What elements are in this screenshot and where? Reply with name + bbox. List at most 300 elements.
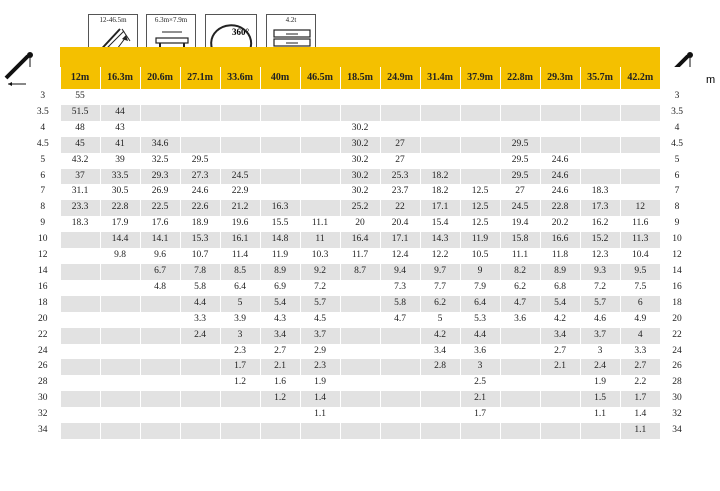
boom-length-header: 29.3m — [540, 67, 580, 89]
table-row — [26, 137, 694, 153]
load-value-cell: 6.4 — [460, 296, 500, 312]
boom-range-label: 12-46.5m — [99, 16, 127, 24]
load-chart-table — [26, 67, 694, 439]
load-value-cell: 7.5 — [620, 280, 660, 296]
load-value-cell: 18.2 — [420, 169, 460, 185]
load-value-cell: 16.4 — [340, 232, 380, 248]
load-value-cell — [500, 375, 540, 391]
load-value-cell: 17.6 — [140, 216, 180, 232]
radius-label-right: 7 — [660, 184, 694, 200]
load-value-cell — [340, 280, 380, 296]
load-value-cell: 3.4 — [420, 344, 460, 360]
radius-label-left: 18 — [26, 296, 60, 312]
load-value-cell: 22 — [380, 200, 420, 216]
boom-length-header: 18.5m — [340, 67, 380, 89]
load-value-cell — [300, 105, 340, 121]
load-value-cell — [60, 264, 100, 280]
load-value-cell: 2.7 — [260, 344, 300, 360]
load-value-cell — [300, 153, 340, 169]
load-value-cell — [260, 89, 300, 105]
load-value-cell — [500, 89, 540, 105]
load-value-cell — [340, 89, 380, 105]
load-value-cell: 7.2 — [300, 280, 340, 296]
load-value-cell: 11.1 — [500, 248, 540, 264]
load-value-cell: 2.7 — [540, 344, 580, 360]
load-value-cell — [180, 359, 220, 375]
table-row — [26, 280, 694, 296]
load-value-cell: 3 — [220, 328, 260, 344]
load-value-cell: 3.9 — [220, 312, 260, 328]
load-value-cell: 5.4 — [260, 296, 300, 312]
load-value-cell — [380, 105, 420, 121]
load-value-cell: 10.3 — [300, 248, 340, 264]
load-value-cell: 1.1 — [300, 407, 340, 423]
load-value-cell — [60, 391, 100, 407]
load-value-cell — [300, 423, 340, 439]
load-value-cell: 11.9 — [460, 232, 500, 248]
load-value-cell — [180, 89, 220, 105]
load-value-cell: 5.4 — [540, 296, 580, 312]
radius-label-left: 12 — [26, 248, 60, 264]
load-value-cell: 17.3 — [580, 200, 620, 216]
load-value-cell — [60, 280, 100, 296]
load-value-cell: 11 — [300, 232, 340, 248]
load-value-cell: 14.3 — [420, 232, 460, 248]
load-value-cell: 24.6 — [540, 169, 580, 185]
radius-label-left: 10 — [26, 232, 60, 248]
radius-label-left: 14 — [26, 264, 60, 280]
load-value-cell — [100, 359, 140, 375]
table-row — [26, 264, 694, 280]
load-value-cell — [420, 375, 460, 391]
load-value-cell: 29.5 — [500, 137, 540, 153]
load-value-cell — [420, 407, 460, 423]
table-row — [26, 296, 694, 312]
load-value-cell — [460, 137, 500, 153]
load-value-cell: 43 — [100, 121, 140, 137]
load-value-cell: 11.4 — [220, 248, 260, 264]
load-value-cell — [260, 121, 300, 137]
load-value-cell — [380, 121, 420, 137]
load-value-cell: 8.5 — [220, 264, 260, 280]
load-value-cell: 22.9 — [220, 184, 260, 200]
load-value-cell — [140, 121, 180, 137]
radius-label-left: 34 — [26, 423, 60, 439]
load-value-cell — [460, 423, 500, 439]
load-value-cell — [580, 105, 620, 121]
load-value-cell — [540, 391, 580, 407]
load-value-cell: 4.7 — [380, 312, 420, 328]
load-value-cell: 22.6 — [180, 200, 220, 216]
load-value-cell: 30.2 — [340, 121, 380, 137]
load-value-cell — [60, 344, 100, 360]
load-value-cell: 4.2 — [540, 312, 580, 328]
load-value-cell: 37 — [60, 169, 100, 185]
load-value-cell: 25.3 — [380, 169, 420, 185]
load-value-cell: 5.3 — [460, 312, 500, 328]
load-value-cell — [420, 423, 460, 439]
load-value-cell: 5.7 — [580, 296, 620, 312]
table-row — [26, 248, 694, 264]
load-value-cell — [540, 423, 580, 439]
load-value-cell — [140, 328, 180, 344]
load-value-cell: 20.2 — [540, 216, 580, 232]
radius-label-left: 16 — [26, 280, 60, 296]
load-value-cell: 1.7 — [220, 359, 260, 375]
radius-label-left: 8 — [26, 200, 60, 216]
table-row — [26, 216, 694, 232]
load-value-cell — [620, 89, 660, 105]
load-value-cell: 2.7 — [620, 359, 660, 375]
radius-label-left: 20 — [26, 312, 60, 328]
load-value-cell: 9.3 — [580, 264, 620, 280]
rotation-label: 360° — [232, 27, 250, 37]
load-value-cell — [60, 359, 100, 375]
load-value-cell: 2.4 — [580, 359, 620, 375]
load-value-cell — [420, 137, 460, 153]
load-value-cell: 4.2 — [420, 328, 460, 344]
load-value-cell: 7.9 — [460, 280, 500, 296]
load-value-cell: 6 — [620, 296, 660, 312]
load-value-cell — [500, 423, 540, 439]
load-value-cell: 18.3 — [60, 216, 100, 232]
load-value-cell: 16.3 — [260, 200, 300, 216]
load-value-cell — [540, 375, 580, 391]
load-value-cell: 15.2 — [580, 232, 620, 248]
load-value-cell — [220, 137, 260, 153]
load-value-cell — [380, 407, 420, 423]
load-value-cell: 18.2 — [420, 184, 460, 200]
load-value-cell — [420, 105, 460, 121]
load-value-cell: 3.3 — [180, 312, 220, 328]
load-value-cell — [140, 391, 180, 407]
load-value-cell — [100, 89, 140, 105]
load-value-cell — [420, 153, 460, 169]
load-value-cell — [260, 105, 300, 121]
load-value-cell: 18.9 — [180, 216, 220, 232]
load-value-cell: 8.9 — [540, 264, 580, 280]
load-value-cell — [620, 121, 660, 137]
radius-label-left: 28 — [26, 375, 60, 391]
boom-length-header: 27.1m — [180, 67, 220, 89]
load-value-cell — [60, 296, 100, 312]
load-value-cell: 3.4 — [540, 328, 580, 344]
load-value-cell: 1.1 — [580, 407, 620, 423]
load-value-cell: 39 — [100, 153, 140, 169]
load-value-cell — [380, 375, 420, 391]
load-value-cell: 48 — [60, 121, 100, 137]
load-value-cell: 15.3 — [180, 232, 220, 248]
radius-label-left: 3 — [26, 89, 60, 105]
load-value-cell — [220, 105, 260, 121]
load-value-cell: 22.5 — [140, 200, 180, 216]
load-value-cell: 15.4 — [420, 216, 460, 232]
load-value-cell — [340, 423, 380, 439]
load-value-cell: 6.4 — [220, 280, 260, 296]
radius-label-left: 9 — [26, 216, 60, 232]
load-value-cell — [460, 121, 500, 137]
load-value-cell: 21.2 — [220, 200, 260, 216]
load-value-cell: 6.2 — [500, 280, 540, 296]
load-value-cell: 1.7 — [460, 407, 500, 423]
radius-label-right: 24 — [660, 344, 694, 360]
load-value-cell — [180, 407, 220, 423]
load-value-cell: 11.8 — [540, 248, 580, 264]
load-value-cell — [620, 184, 660, 200]
load-value-cell — [140, 423, 180, 439]
load-value-cell: 8.2 — [500, 264, 540, 280]
radius-header-right — [660, 67, 694, 89]
load-value-cell: 1.4 — [620, 407, 660, 423]
load-value-cell: 29.5 — [180, 153, 220, 169]
radius-label-right: 28 — [660, 375, 694, 391]
load-value-cell: 9 — [460, 264, 500, 280]
load-value-cell — [340, 344, 380, 360]
load-value-cell — [340, 312, 380, 328]
load-value-cell — [260, 169, 300, 185]
load-value-cell: 14.1 — [140, 232, 180, 248]
boom-length-header: 12m — [60, 67, 100, 89]
load-value-cell: 1.9 — [580, 375, 620, 391]
load-value-cell — [540, 89, 580, 105]
load-value-cell — [60, 232, 100, 248]
load-value-cell: 15.8 — [500, 232, 540, 248]
radius-label-right: 4 — [660, 121, 694, 137]
load-value-cell: 27 — [380, 153, 420, 169]
load-value-cell — [220, 89, 260, 105]
load-value-cell — [380, 359, 420, 375]
load-value-cell — [100, 280, 140, 296]
load-value-cell: 1.2 — [260, 391, 300, 407]
load-value-cell: 55 — [60, 89, 100, 105]
load-value-cell — [140, 407, 180, 423]
load-value-cell — [300, 137, 340, 153]
load-value-cell — [60, 328, 100, 344]
table-row — [26, 184, 694, 200]
table-row — [26, 344, 694, 360]
load-value-cell: 4.6 — [580, 312, 620, 328]
load-value-cell — [500, 359, 540, 375]
boom-length-header: 16.3m — [100, 67, 140, 89]
load-value-cell — [540, 105, 580, 121]
radius-label-left: 6 — [26, 169, 60, 185]
table-row — [26, 312, 694, 328]
load-value-cell — [260, 137, 300, 153]
load-value-cell: 9.5 — [620, 264, 660, 280]
load-value-cell: 11.1 — [300, 216, 340, 232]
load-value-cell: 4.3 — [260, 312, 300, 328]
load-value-cell: 11.3 — [620, 232, 660, 248]
load-value-cell — [340, 407, 380, 423]
load-value-cell — [140, 105, 180, 121]
load-value-cell: 30.2 — [340, 169, 380, 185]
load-value-cell: 12.5 — [460, 184, 500, 200]
radius-label-left: 30 — [26, 391, 60, 407]
load-value-cell — [100, 312, 140, 328]
load-value-cell — [340, 375, 380, 391]
load-value-cell: 2.4 — [180, 328, 220, 344]
radius-unit-right: m — [706, 74, 716, 86]
load-value-cell — [420, 391, 460, 407]
load-value-cell: 24.6 — [540, 153, 580, 169]
load-value-cell — [380, 328, 420, 344]
load-value-cell — [100, 328, 140, 344]
load-value-cell — [100, 407, 140, 423]
load-value-cell: 7.3 — [380, 280, 420, 296]
load-value-cell: 12.4 — [380, 248, 420, 264]
radius-label-right: 6 — [660, 169, 694, 185]
load-value-cell — [540, 121, 580, 137]
radius-label-left: 32 — [26, 407, 60, 423]
radius-label-left: 4 — [26, 121, 60, 137]
load-value-cell: 2.3 — [220, 344, 260, 360]
boom-length-header: 46.5m — [300, 67, 340, 89]
table-row — [26, 105, 694, 121]
load-value-cell: 1.5 — [580, 391, 620, 407]
load-value-cell: 51.5 — [60, 105, 100, 121]
boom-length-header-row — [26, 67, 694, 89]
load-value-cell: 4.5 — [300, 312, 340, 328]
load-value-cell: 24.5 — [500, 200, 540, 216]
load-value-cell: 8.7 — [340, 264, 380, 280]
load-value-cell: 2.1 — [460, 391, 500, 407]
load-value-cell: 16.2 — [580, 216, 620, 232]
load-value-cell — [620, 153, 660, 169]
radius-label-right: 3.5 — [660, 105, 694, 121]
load-value-cell: 23.3 — [60, 200, 100, 216]
table-row — [26, 89, 694, 105]
load-value-cell: 5 — [220, 296, 260, 312]
load-value-cell — [540, 137, 580, 153]
load-value-cell — [340, 328, 380, 344]
load-value-cell — [340, 359, 380, 375]
load-value-cell: 10.7 — [180, 248, 220, 264]
load-value-cell: 31.1 — [60, 184, 100, 200]
load-value-cell: 34.6 — [140, 137, 180, 153]
load-value-cell — [540, 407, 580, 423]
boom-length-header: 40m — [260, 67, 300, 89]
load-value-cell: 16.6 — [540, 232, 580, 248]
radius-label-left: 22 — [26, 328, 60, 344]
load-value-cell: 7.7 — [420, 280, 460, 296]
load-value-cell: 2.3 — [300, 359, 340, 375]
load-value-cell — [100, 344, 140, 360]
load-value-cell — [140, 344, 180, 360]
table-row — [26, 359, 694, 375]
load-value-cell — [220, 391, 260, 407]
radius-label-right: 5 — [660, 153, 694, 169]
load-value-cell — [300, 89, 340, 105]
load-value-cell — [60, 407, 100, 423]
radius-label-right: 14 — [660, 264, 694, 280]
load-value-cell: 3.7 — [580, 328, 620, 344]
load-value-cell — [100, 375, 140, 391]
load-value-cell: 1.1 — [620, 423, 660, 439]
load-value-cell: 12.5 — [460, 216, 500, 232]
radius-label-right: 12 — [660, 248, 694, 264]
load-value-cell: 30.2 — [340, 184, 380, 200]
load-value-cell: 12.5 — [460, 200, 500, 216]
load-value-cell — [100, 423, 140, 439]
load-value-cell: 1.9 — [300, 375, 340, 391]
boom-length-header: 31.4m — [420, 67, 460, 89]
load-value-cell — [340, 391, 380, 407]
load-value-cell: 2.9 — [300, 344, 340, 360]
load-value-cell: 20.4 — [380, 216, 420, 232]
load-value-cell: 11.9 — [260, 248, 300, 264]
load-value-cell: 2.5 — [460, 375, 500, 391]
load-value-cell: 44 — [100, 105, 140, 121]
load-value-cell — [100, 391, 140, 407]
load-value-cell — [380, 391, 420, 407]
load-value-cell — [460, 153, 500, 169]
load-value-cell: 6.2 — [420, 296, 460, 312]
radius-label-right: 34 — [660, 423, 694, 439]
load-value-cell: 27 — [380, 137, 420, 153]
load-value-cell: 1.6 — [260, 375, 300, 391]
load-value-cell: 3.3 — [620, 344, 660, 360]
load-value-cell: 12.3 — [580, 248, 620, 264]
radius-label-left: 7 — [26, 184, 60, 200]
radius-label-left: 3.5 — [26, 105, 60, 121]
outrigger-label: 6.3m×7.9m — [154, 16, 188, 24]
load-value-cell: 3 — [460, 359, 500, 375]
boom-length-header: 33.6m — [220, 67, 260, 89]
load-value-cell: 5.8 — [180, 280, 220, 296]
load-value-cell: 19.6 — [220, 216, 260, 232]
load-value-cell: 1.7 — [620, 391, 660, 407]
load-value-cell — [180, 137, 220, 153]
load-value-cell: 11.6 — [620, 216, 660, 232]
load-value-cell: 30.2 — [340, 137, 380, 153]
load-value-cell: 9.7 — [420, 264, 460, 280]
load-value-cell — [220, 121, 260, 137]
table-row — [26, 423, 694, 439]
load-value-cell — [500, 328, 540, 344]
load-value-cell: 27 — [500, 184, 540, 200]
load-value-cell: 18.3 — [580, 184, 620, 200]
load-value-cell — [500, 391, 540, 407]
load-value-cell: 23.7 — [380, 184, 420, 200]
load-value-cell: 1.4 — [300, 391, 340, 407]
load-value-cell — [620, 137, 660, 153]
load-value-cell: 45 — [60, 137, 100, 153]
load-value-cell: 9.6 — [140, 248, 180, 264]
load-value-cell — [60, 312, 100, 328]
load-value-cell — [180, 423, 220, 439]
table-row — [26, 328, 694, 344]
load-value-cell — [300, 169, 340, 185]
radius-label-right: 9 — [660, 216, 694, 232]
load-value-cell: 15.5 — [260, 216, 300, 232]
load-value-cell: 20 — [340, 216, 380, 232]
load-value-cell — [580, 121, 620, 137]
boom-length-header: 37.9m — [460, 67, 500, 89]
load-value-cell: 41 — [100, 137, 140, 153]
load-value-cell: 9.4 — [380, 264, 420, 280]
load-value-cell — [260, 153, 300, 169]
load-value-cell — [340, 296, 380, 312]
load-value-cell: 22.8 — [540, 200, 580, 216]
load-value-cell — [620, 105, 660, 121]
load-value-cell — [60, 423, 100, 439]
load-value-cell — [180, 344, 220, 360]
load-value-cell — [140, 312, 180, 328]
load-value-cell — [500, 121, 540, 137]
load-value-cell: 6.8 — [540, 280, 580, 296]
load-value-cell: 14.8 — [260, 232, 300, 248]
load-value-cell: 17.1 — [420, 200, 460, 216]
